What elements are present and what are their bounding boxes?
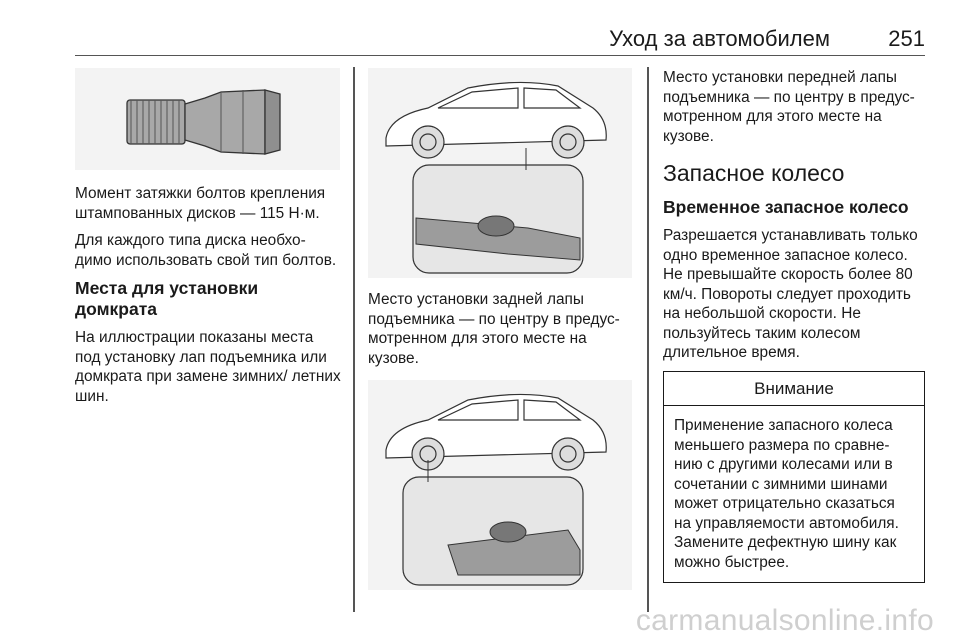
middle-column (368, 68, 634, 590)
watermark: carmanualsonline.info (635, 604, 934, 637)
warning-box (663, 371, 925, 584)
bolt-illustration (75, 68, 340, 170)
front-jack-drawing (368, 380, 632, 590)
column-divider-2 (647, 67, 649, 612)
front-caption: Место установки передней лапы подъемника — по центру в предус- мотренном для этого месте на кузове. (663, 69, 915, 145)
column-divider-1 (353, 67, 355, 612)
rear-caption: Место установки задней лапы подъемника — по центру в предус- мотренном для этого месте на кузове. (368, 291, 620, 367)
rear-jack-illustration (368, 68, 632, 278)
bolt-drawing (75, 68, 340, 170)
header-rule (75, 55, 925, 56)
heading-temporary-spare: Временное запасное колесо (663, 197, 909, 217)
front-jack-illustration (368, 380, 632, 590)
rear-jack-drawing (368, 68, 632, 278)
spare-paragraph: Разрешается устанавливать только одно временное запасное колесо. Не превышайте скорость более 80 км/ч. Повороты следует проходить на небольшой скорости. Не пользуйтесь таким колесом длительное время. (663, 227, 918, 361)
warning-body: Применение запасного колеса меньшего размера по сравне- нию с другими колесами или в сочетании с зимними шинами может отрицательно сказаться на управляемости автомобиля. Замените дефектную шину как можно быстрее. (674, 417, 899, 571)
page-header (75, 22, 925, 52)
bolt-caption: Момент затяжки болтов крепления штампованных дисков — 115 Н·м. (75, 185, 326, 222)
bolts-paragraph: Для каждого типа диска необхо- димо использовать свой тип болтов. (75, 232, 337, 269)
heading-jack-points: Места для установки домкрата (75, 278, 259, 319)
left-column (75, 68, 343, 414)
page-number: 251 (888, 26, 925, 51)
jack-paragraph: На иллюстрации показаны места под установку лап подъемника или домкрата при замене зимних/ летних шин. (75, 329, 341, 405)
heading-spare-wheel: Запасное колесо (663, 160, 845, 186)
warning-title: Внимание (664, 372, 924, 407)
header-title: Уход за автомобилем (609, 26, 830, 51)
right-column (663, 68, 925, 583)
